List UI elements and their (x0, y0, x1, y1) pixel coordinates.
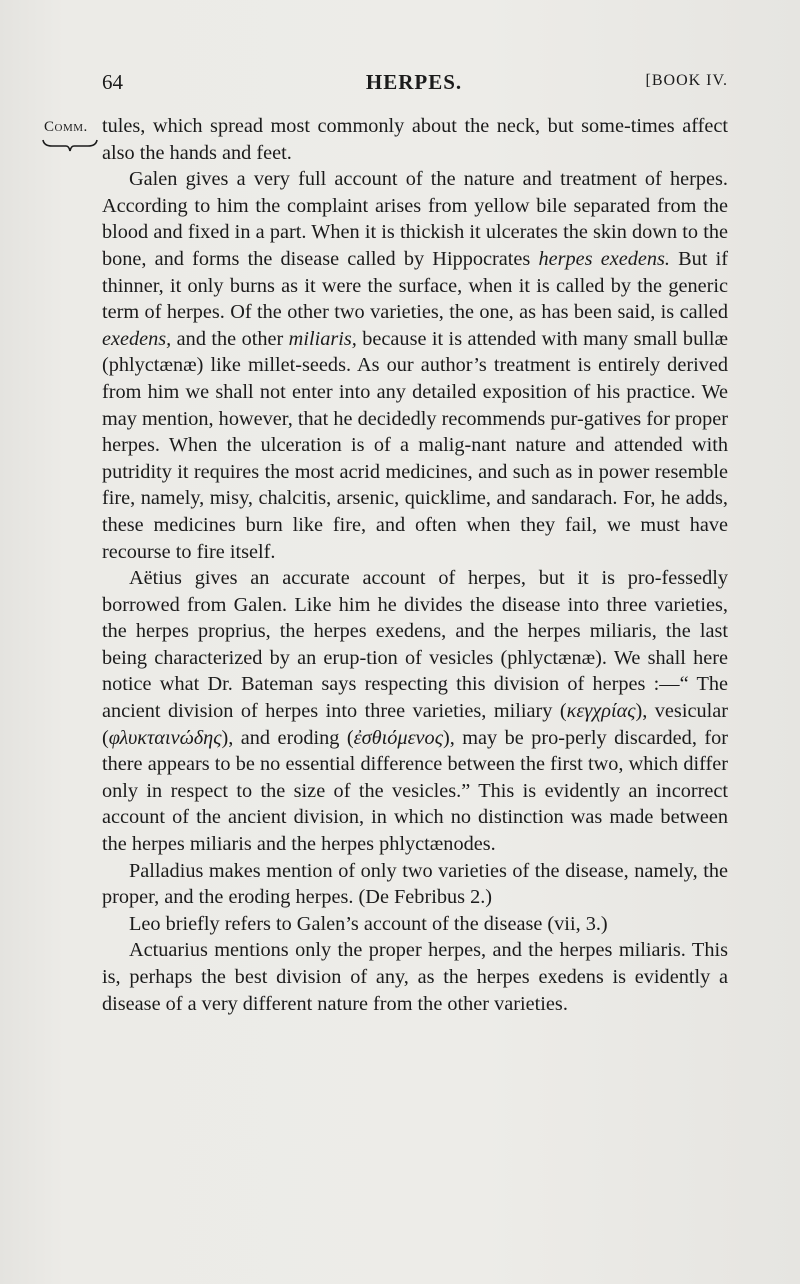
book-reference: [BOOK IV. (645, 72, 728, 89)
italic-term: miliaris, (288, 327, 357, 350)
paragraph (102, 565, 728, 858)
italic-term: ἐσθιόμενος (353, 726, 443, 749)
text-run: Palladius makes mention of only two varieties of the disease, namely, the proper, and the eroding herpes. (De Febribus 2.) (102, 859, 728, 909)
italic-term: φλυκταινώδης (108, 726, 222, 749)
paragraph (102, 113, 728, 166)
running-header (100, 70, 728, 98)
text-run: Galen gives a very full account of the nature and treatment of herpes. According to him the complaint arises from yellow bile separated from the blood and fixed in a part. When it is thickish it ulcerates the skin down to the bone, and forms the disease called by Hippocrates (102, 168, 728, 270)
text-run: Actuarius mentions only the proper herpes, and the herpes miliaris. This is, perhaps the best division of any, as the herpes exedens is evidently a disease of a very different nature from the other varieties. (102, 939, 728, 1015)
margin-note-comm: Comm. (44, 119, 88, 135)
text-run: ), vesicular ( (102, 700, 728, 749)
text-run: tules, which spread most commonly about the neck, but some-times affect also the hands and feet. (102, 115, 728, 164)
running-title: HERPES. (365, 70, 463, 94)
text-run: Aëtius gives an accurate account of herpes, but it is pro-fessedly borrowed from Galen. Like him he divides the disease into three varieties, the herpes proprius, the herpes exedens, and the herpes miliaris, the last being characterized by an erup-tion of vesicles (phlyctænæ). We shall here notice what Dr. Bateman says respecting this division of herpes :—“ The ancient division of herpes into three varieties, miliary ( (102, 567, 728, 723)
text-run: ), and eroding ( (221, 726, 354, 749)
paragraph (102, 937, 728, 1017)
italic-term: herpes exedens. (538, 247, 670, 270)
page-number: 64 (102, 70, 123, 94)
text-run: because it is attended with many small bullæ (phlyctænæ) like millet-seeds. As our author’s treatment is entirely derived from him we shall not enter into any detailed exposition of his practice. We may mention, however, that he decidedly recommends pur-gatives for proper herpes. When the ulceration is of a malig-nant nature and attended with putridity it requires the most acrid medicines, and such as in power resemble fire, namely, misy, chalcitis, arsenic, quicklime, and sandarach. For, he adds, these medicines burn like fire, and often when they fail, we must have recourse to fire itself. (102, 327, 729, 563)
text-run: Leo briefly refers to Galen’s account of the disease (vii, 3.) (129, 912, 608, 935)
paragraph (102, 911, 728, 938)
text-run: and the other (171, 327, 289, 350)
body-text (102, 113, 728, 1017)
text-run: But if thinner, it only burns as it were the surface, when it is called by the generic term of herpes. Of the other two varieties, the one, as has been said, is called (102, 247, 728, 324)
italic-term: exedens, (102, 327, 172, 350)
paragraph (102, 858, 728, 911)
margin-brace-icon (42, 138, 98, 152)
text-run: ), may be pro-perly discarded, for there appears to be no essential difference between the first two, which differ only in respect to the size of the vesicles.” This is evidently an incorrect account of the ancient division, in which no distinction was made between the herpes miliaris and the herpes phlyctænodes. (102, 726, 729, 856)
italic-term: κεγχρίας (566, 700, 636, 723)
paragraph (102, 166, 728, 565)
